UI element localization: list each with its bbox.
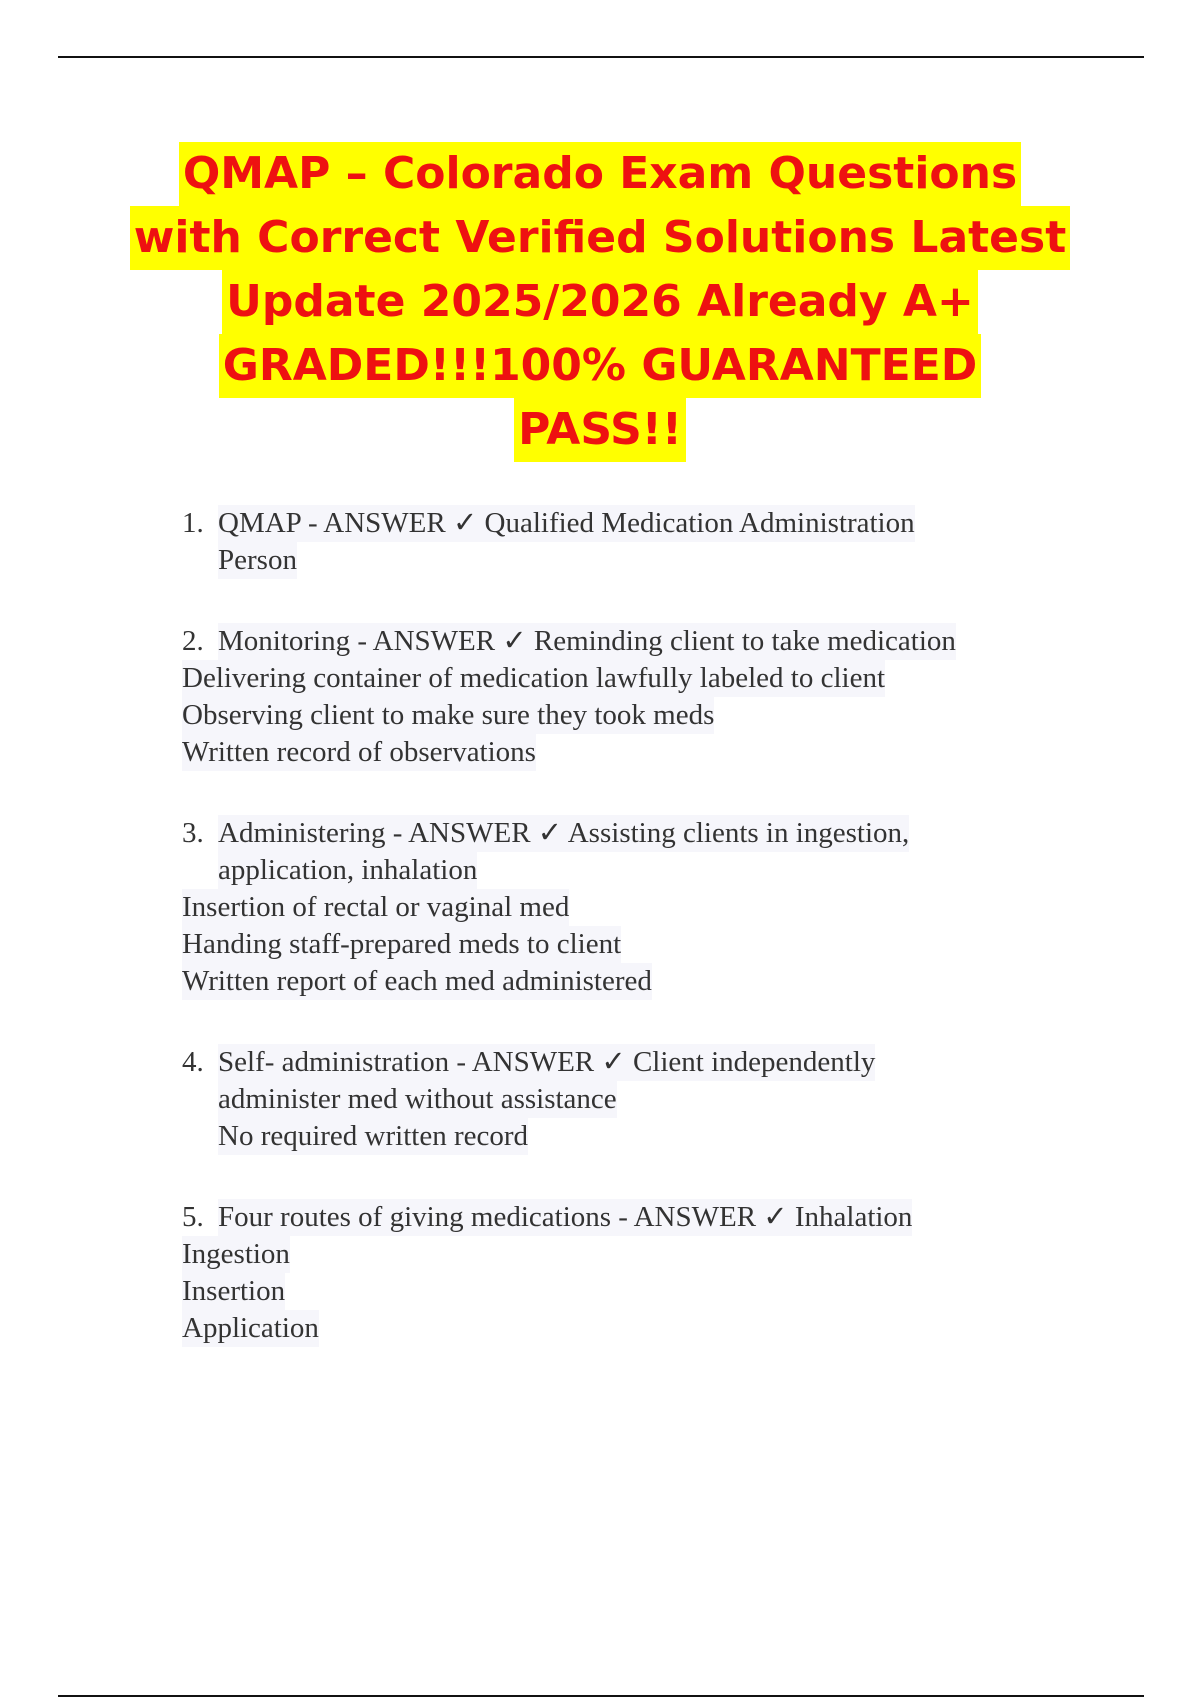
item-answer-line: Application: [182, 1310, 319, 1347]
title-line: Update 2025/2026 Already A+: [222, 270, 978, 334]
item-number: 3.: [182, 817, 204, 849]
top-rule: [58, 56, 1144, 58]
item-answer-line: Ingestion: [182, 1236, 290, 1273]
question-list: [182, 505, 1082, 1347]
title-line: with Correct Verified Solutions Latest: [130, 206, 1070, 270]
title-line: PASS!!: [514, 398, 686, 462]
list-item: [182, 1044, 1082, 1155]
bottom-rule: [58, 1695, 1144, 1697]
item-answer-line: Delivering container of medication lawfully labeled to client: [182, 660, 885, 697]
title-line: GRADED!!!100% GUARANTEED: [219, 334, 982, 398]
item-number: 4.: [182, 1046, 204, 1078]
item-answer-line: Handing staff-prepared meds to client: [182, 926, 621, 963]
item-continuation: administer med without assistance: [218, 1081, 617, 1118]
item-continuation: application, inhalation: [218, 852, 477, 889]
item-question-answer: Administering - ANSWER ✓ Assisting clients in ingestion,: [218, 815, 909, 852]
item-answer-line: Observing client to make sure they took meds: [182, 697, 714, 734]
item-number: 1.: [182, 507, 204, 539]
item-question-answer: Self- administration - ANSWER ✓ Client independently: [218, 1044, 875, 1081]
item-answer-line: Insertion of rectal or vaginal med: [182, 889, 569, 926]
item-answer-line: Insertion: [182, 1273, 285, 1310]
item-answer-line: Written report of each med administered: [182, 963, 652, 1000]
item-question-answer: Four routes of giving medications - ANSWER ✓ Inhalation: [218, 1199, 912, 1236]
title-line: QMAP – Colorado Exam Questions: [179, 142, 1021, 206]
item-continuation: Person: [218, 542, 297, 579]
item-number: 2.: [182, 625, 204, 657]
item-question-answer: QMAP - ANSWER ✓ Qualified Medication Administration: [218, 505, 915, 542]
item-question-answer: Monitoring - ANSWER ✓ Reminding client to take medication: [218, 623, 956, 660]
item-number: 5.: [182, 1201, 204, 1233]
document-title: [100, 142, 1100, 462]
list-item: [182, 815, 1082, 1000]
item-answer-line: Written record of observations: [182, 734, 536, 771]
list-item: [182, 623, 1082, 771]
item-continuation: No required written record: [218, 1118, 528, 1155]
list-item: [182, 1199, 1082, 1347]
list-item: [182, 505, 1082, 579]
